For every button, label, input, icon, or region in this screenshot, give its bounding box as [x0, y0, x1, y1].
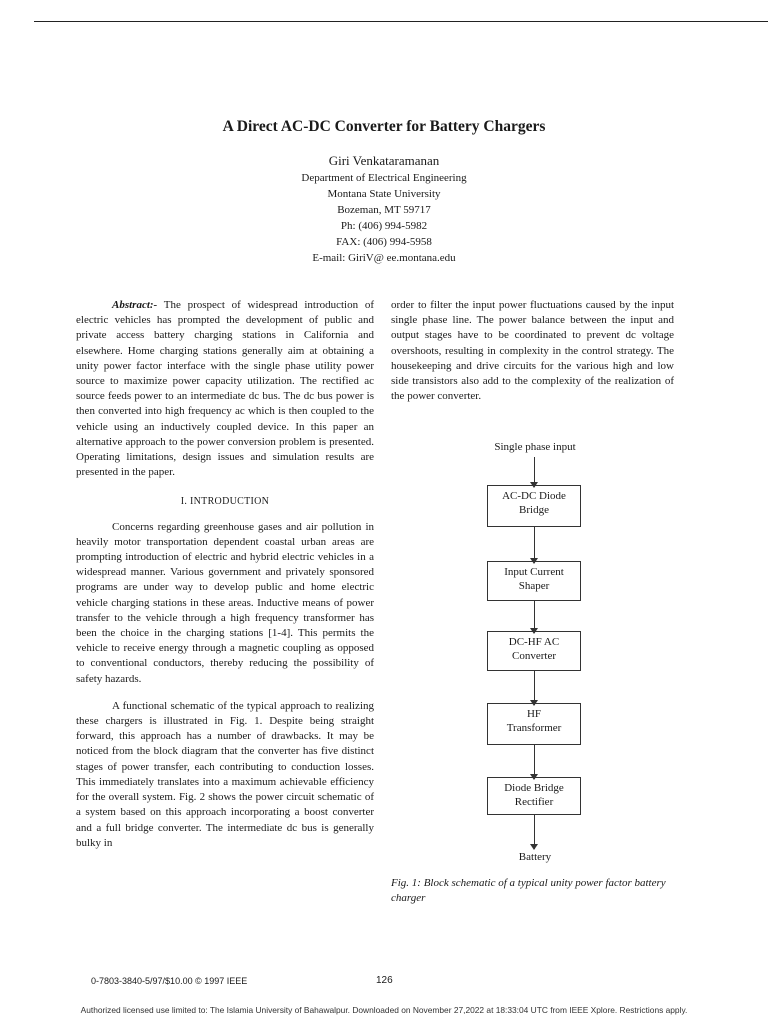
- copyright-line: 0-7803-3840-5/97/$10.00 © 1997 IEEE: [91, 976, 248, 986]
- affiliation-city: Bozeman, MT 59717: [337, 204, 431, 216]
- paper-title: A Direct AC-DC Converter for Battery Chargers: [222, 118, 546, 135]
- affiliation-university: Montana State University: [327, 188, 441, 200]
- block-diagram: [470, 435, 600, 875]
- block-label-line1: Diode Bridge: [504, 782, 564, 794]
- block-label-line1: HF: [526, 708, 542, 720]
- input-label: Single phase input: [494, 441, 576, 453]
- author-name: Giri Venkataramanan: [328, 153, 440, 168]
- license-notice: Authorized licensed use limited to: The Islamia University of Bahawalpur. Downloaded on November 27,2022 at 18:33:04 UTC from IEEE Xplore. Restrictions apply.: [80, 1005, 688, 1015]
- block-label-line1: AC-DC Diode: [502, 490, 566, 502]
- block-hf-transformer: [487, 703, 581, 745]
- intro-paragraph-2: A functional schematic of the typical approach to realizing these chargers is illustrated in Fig. 1. Despite being straight forward, this approach has a number of drawbacks. It may be noticed from the block diagram that the converter has five distinct stages of power transfer, each contributing to conduction losses. This immediately translates into a maximum achievable efficiency for the overall system. Fig. 2 shows the power circuit schematic of a system based on this approach incorporating a boost converter and a full bridge converter. The intermediate dc bus is generally bulky in: [76, 699, 374, 849]
- figure-caption: Fig. 1: Block schematic of a typical unity power factor battery charger: [391, 877, 666, 904]
- affiliation-fax: FAX: (406) 994-5958: [336, 236, 432, 248]
- arrow-down-icon: [534, 457, 535, 487]
- arrow-down-icon: [534, 671, 535, 705]
- intro-paragraph-1: Concerns regarding greenhouse gases and air pollution in heavily motor transportation dependent coastal urban areas are prompting introduction of electric and hybrid electric vehicles in a widespread manner. Various government and privately sponsored programs are under way to develop public and home electric vehicle charging stations in these areas. Inductive means of power transfer to the vehicle through a high frequency transformer has been the choice in the charging stations [1-4]. This permits the vehicle to receive energy through a magnetic coupling as opposed to conventional conductors, thereby reducing the possibility of safety hazards.: [76, 520, 374, 685]
- block-label-line2: Bridge: [519, 504, 549, 516]
- right-column-paragraph: order to filter the input power fluctuations caused by the input single phase line. The power balance between the input and output stages have to be coordinated to prevent dc voltage overshoots, resulting in complexity in the control strategy. The housekeeping and drive circuits for the various high and low side transistors also add to the complexity of the realization of the power converter.: [391, 299, 674, 403]
- affiliation-email: E-mail: GiriV@ ee.montana.edu: [312, 252, 456, 264]
- block-label-line2: Shaper: [518, 580, 550, 592]
- block-label-line1: Input Current: [504, 566, 564, 578]
- arrow-down-icon: [534, 527, 535, 563]
- arrow-down-icon: [534, 745, 535, 779]
- block-label-line2: Rectifier: [514, 796, 554, 808]
- block-label-line1: DC-HF AC: [508, 636, 560, 648]
- abstract-paragraph: [76, 298, 374, 480]
- right-column: [391, 298, 674, 404]
- author-affiliation: [0, 170, 768, 266]
- abstract-label: Abstract:-: [112, 299, 158, 311]
- output-label: Battery: [518, 851, 552, 863]
- block-dc-hf-ac-converter: [487, 631, 581, 671]
- affiliation-phone: Ph: (406) 994-5982: [340, 220, 428, 232]
- block-input-current-shaper: [487, 561, 581, 601]
- arrow-down-icon: [534, 601, 535, 633]
- page-number: 126: [376, 975, 393, 986]
- abstract-text: The prospect of widespread introduction of electric vehicles has prompted the development of public and private access battery charging stations in California and elsewhere. Home charging stations generally aim at obtaining a unity power factor interface with the single phase utility power source to maximize power capacity utilization. The rectified ac source feeds power to an intermediate dc bus. The dc bus power is then converted into high frequency ac which is then coupled to the vehicle using an inductively coupled device. In this paper an alternative approach to the power conversion problem is presented. Operating limitations, design issues and simulation results are presented in the paper.: [76, 299, 374, 479]
- block-label-line2: Transformer: [506, 722, 562, 734]
- block-label-line2: Converter: [512, 650, 556, 662]
- block-diode-bridge-rectifier: [487, 777, 581, 815]
- block-ac-dc-diode-bridge: [487, 485, 581, 527]
- left-column: [76, 298, 374, 851]
- section-heading-introduction: I. INTRODUCTION: [180, 496, 270, 508]
- affiliation-department: Department of Electrical Engineering: [301, 172, 467, 184]
- arrow-down-icon: [534, 815, 535, 849]
- top-rule: [34, 21, 768, 22]
